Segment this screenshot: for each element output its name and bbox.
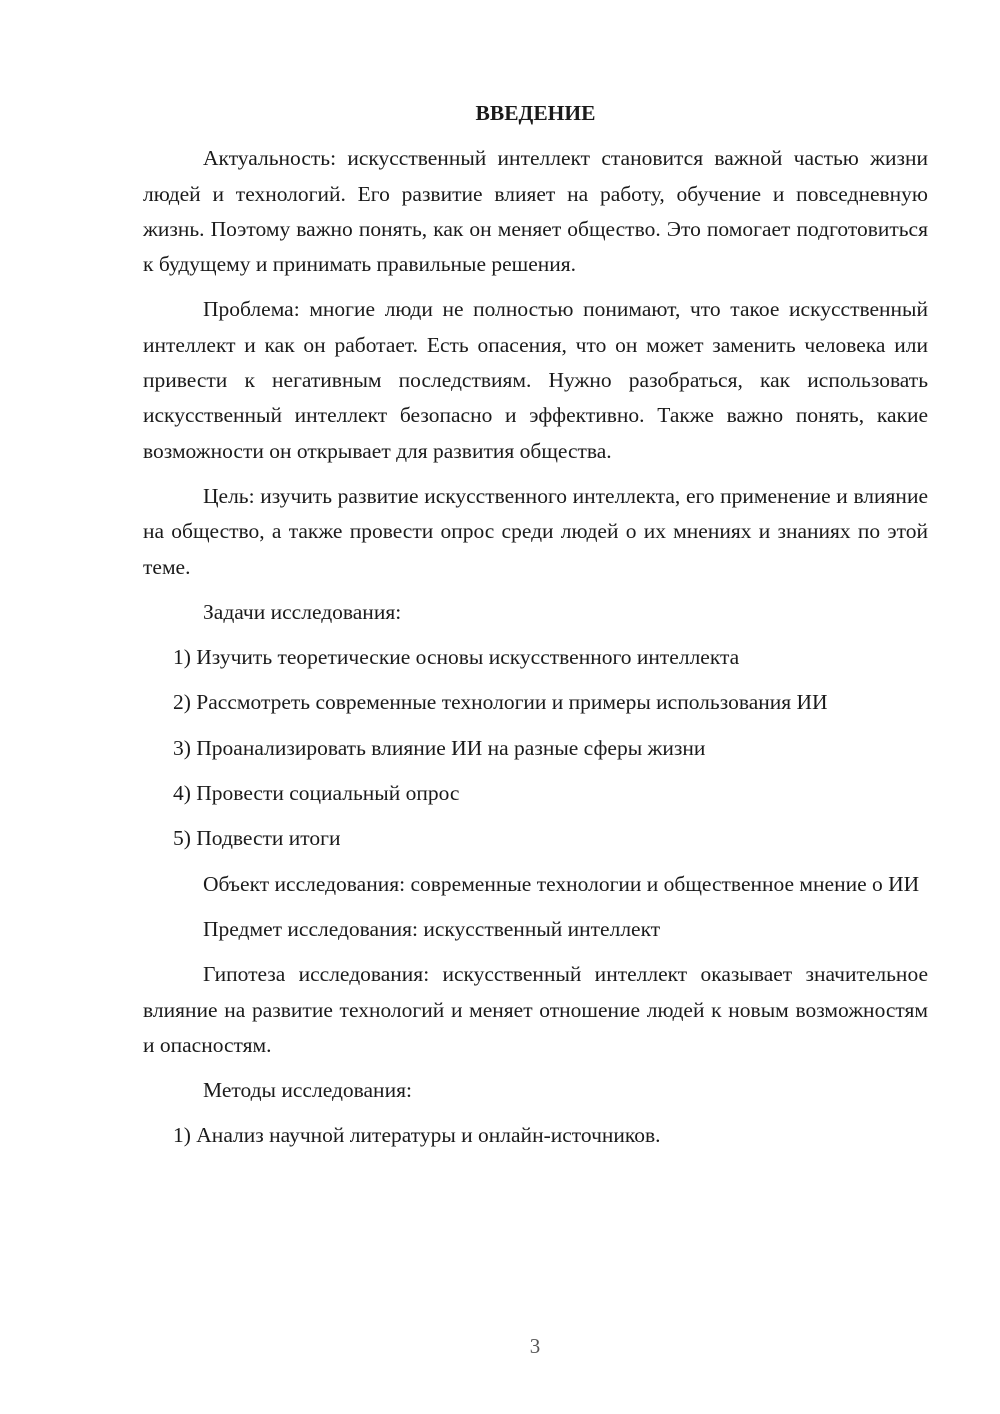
task-item-2: 2) Рассмотреть современные технологии и примеры использования ИИ [173,690,828,715]
task-item-4: 4) Провести социальный опрос [173,781,460,806]
task-item-3: 3) Проанализировать влияние ИИ на разные сферы жизни [173,735,706,760]
task-item-5: 5) Подвести итоги [173,826,341,851]
paragraph-subject: Предмет исследования: искусственный интеллект [203,916,661,941]
page-title: ВВЕДЕНИЕ [475,101,596,125]
paragraph-relevance: Актуальность: искусственный интеллект становится важной частью жизни людей и технологий. Его развитие влияет на работу, обучение и повседневную жизнь. Поэтому важно понять, как он меняет общество. Это помогает подготовиться к будущему и принимать правильные решения. [143,146,928,277]
task-item-1: 1) Изучить теоретические основы искусственного интеллекта [173,645,740,670]
tasks-heading: Задачи исследования: [203,599,402,624]
paragraph-goal: Цель: изучить развитие искусственного интеллекта, его применение и влияние на общество, а также провести опрос среди людей о их мнениях и знаниях по этой теме. [143,483,928,579]
method-item-1: 1) Анализ научной литературы и онлайн-источников. [173,1123,661,1148]
paragraph-hypothesis: Гипотеза исследования: искусственный интеллект оказывает значительное влияние на развитие технологий и меняет отношение людей к новым возможностям и опасностям. [143,962,928,1057]
page-number: 3 [529,1334,541,1358]
paragraph-object: Объект исследования: современные технологии и общественное мнение о ИИ [203,871,920,896]
document-page [143,96,928,1164]
paragraph-problem: Проблема: многие люди не полностью понимают, что такое искусственный интеллект и как он работает. Есть опасения, что он может заменить человека или привести к негативным последствиям. Нужно разобраться, как использовать искусственный интеллект безопасно и эффективно. Также важно понять, какие возможности он открывает для развития общества. [143,297,928,463]
methods-heading: Методы исследования: [203,1078,412,1103]
